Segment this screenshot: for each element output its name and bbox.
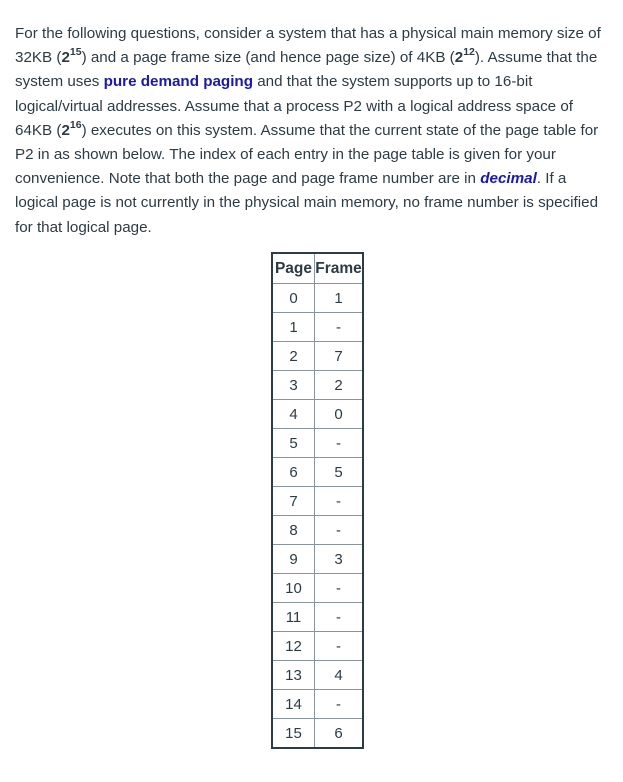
question-text-part: ) executes on this system. Assume that the current state of the page table for P2 in as shown below. The index of each entry in the page table is given for your convenience. Note that both the page and page frame number are in	[15, 121, 599, 188]
table-row	[272, 545, 363, 574]
page-cell: 13	[272, 661, 315, 690]
page-cell: 8	[272, 516, 315, 545]
page-cell: 12	[272, 632, 315, 661]
table-row	[272, 429, 363, 458]
address-space-power-exponent: 16	[69, 118, 82, 131]
page-cell: 7	[272, 487, 315, 516]
frame-cell: 3	[315, 545, 364, 574]
table-row	[272, 632, 363, 661]
page-cell: 14	[272, 690, 315, 719]
table-row	[272, 516, 363, 545]
table-row	[272, 690, 363, 719]
question-text-part: and that the system supports up to 16-bit logical/virtual addresses. Assume that a process P2 with a logical address space of 64KB (	[15, 73, 574, 139]
table-row	[272, 603, 363, 632]
page-table	[271, 252, 364, 749]
table-row	[272, 284, 363, 313]
frame-column-header: Frame	[315, 253, 364, 284]
frame-cell: 7	[315, 342, 364, 371]
page-cell: 11	[272, 603, 315, 632]
table-row	[272, 371, 363, 400]
question-text-part: ) and a page frame size (and hence page size) of 4KB (	[81, 49, 455, 67]
page-cell: 10	[272, 574, 315, 603]
page-cell: 4	[272, 400, 315, 429]
question-text-part: . If a logical page is not currently in the physical main memory, no frame number is specified for that logical page.	[15, 170, 599, 236]
frame-cell: 1	[315, 284, 364, 313]
frame-cell: -	[315, 487, 364, 516]
question-paragraph	[15, 22, 610, 240]
page-column-header: Page	[272, 253, 315, 284]
question-text-part: For the following questions, consider a system that has a physical main memory size of 32KB (	[15, 25, 601, 67]
frame-cell: 2	[315, 371, 364, 400]
page-cell: 1	[272, 313, 315, 342]
frame-cell: -	[315, 603, 364, 632]
page-cell: 15	[272, 719, 315, 749]
frame-cell: 4	[315, 661, 364, 690]
frame-cell: -	[315, 574, 364, 603]
table-row	[272, 400, 363, 429]
table-row	[272, 574, 363, 603]
page-table-header-row	[272, 253, 363, 284]
frame-cell: -	[315, 429, 364, 458]
frame-cell: -	[315, 313, 364, 342]
frame-cell: -	[315, 690, 364, 719]
page-size-power-exponent: 12	[463, 46, 475, 59]
page-cell: 3	[272, 371, 315, 400]
frame-cell: 0	[315, 400, 364, 429]
frame-cell: -	[315, 516, 364, 545]
frame-cell: -	[315, 632, 364, 661]
memory-size-power-base: 2	[61, 49, 70, 67]
page-cell: 5	[272, 429, 315, 458]
decimal-term: decimal	[480, 170, 537, 188]
page-size-power-base: 2	[454, 49, 464, 67]
table-row	[272, 487, 363, 516]
frame-cell: 5	[315, 458, 364, 487]
table-row	[272, 342, 363, 371]
page-cell: 9	[272, 545, 315, 574]
page-cell: 0	[272, 284, 315, 313]
table-row	[272, 313, 363, 342]
address-space-power-base: 2	[61, 121, 70, 139]
pure-demand-paging-term: pure demand paging	[103, 73, 253, 91]
question-text-part: ). Assume that the system uses	[15, 49, 598, 91]
table-row	[272, 458, 363, 487]
memory-size-power-exponent: 15	[69, 46, 82, 59]
table-row	[272, 719, 363, 749]
page-cell: 6	[272, 458, 315, 487]
page-cell: 2	[272, 342, 315, 371]
table-row	[272, 661, 363, 690]
frame-cell: 6	[315, 719, 364, 749]
